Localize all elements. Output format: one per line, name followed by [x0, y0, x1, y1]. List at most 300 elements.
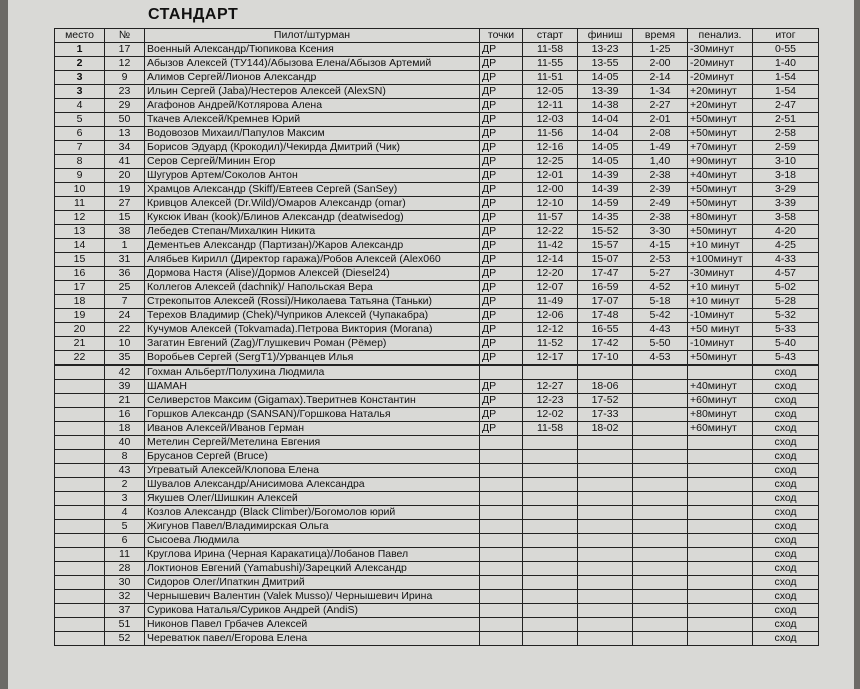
cell-crew: ШАМАН	[145, 380, 480, 394]
cell-time: 1-34	[633, 85, 688, 99]
cell-penalty: +50минут	[688, 127, 753, 141]
table-row	[55, 295, 819, 309]
cell-penalty: +60минут	[688, 422, 753, 436]
cell-points: ДР	[480, 323, 523, 337]
cell-time	[633, 380, 688, 394]
cell-number: 5	[105, 520, 145, 534]
cell-points: ДР	[480, 169, 523, 183]
col-header-finish: финиш	[578, 29, 633, 43]
cell-points: ДР	[480, 99, 523, 113]
cell-penalty: +80минут	[688, 211, 753, 225]
cell-total: 2-51	[753, 113, 819, 127]
table-row	[55, 281, 819, 295]
cell-start: 12-05	[523, 85, 578, 99]
cell-penalty: +100минут	[688, 253, 753, 267]
cell-place	[55, 365, 105, 380]
cell-finish: 13-39	[578, 85, 633, 99]
cell-crew: Борисов Эдуард (Крокодил)/Чекирда Дмитрий (Чик)	[145, 141, 480, 155]
cell-crew: Якушев Олег/Шишкин Алексей	[145, 492, 480, 506]
cell-start	[523, 590, 578, 604]
cell-start: 12-00	[523, 183, 578, 197]
table-row	[55, 408, 819, 422]
cell-crew: Алябьев Кирилл (Директор гаража)/Робов Алексей (Alex060	[145, 253, 480, 267]
cell-finish: 17-07	[578, 295, 633, 309]
cell-crew: Сурикова Наталья/Суриков Андрей (AndiS)	[145, 604, 480, 618]
cell-place	[55, 562, 105, 576]
col-header-time: время	[633, 29, 688, 43]
page-title: СТАНДАРТ	[148, 6, 239, 23]
cell-total: 3-39	[753, 197, 819, 211]
cell-number: 34	[105, 141, 145, 155]
cell-time	[633, 506, 688, 520]
cell-total: 4-57	[753, 267, 819, 281]
table-row	[55, 113, 819, 127]
cell-penalty: +50минут	[688, 225, 753, 239]
cell-number: 4	[105, 506, 145, 520]
cell-number: 27	[105, 197, 145, 211]
cell-number: 22	[105, 323, 145, 337]
cell-penalty: +50минут	[688, 113, 753, 127]
table-row	[55, 380, 819, 394]
cell-start	[523, 604, 578, 618]
cell-crew: Куксюк Иван (kook)/Блинов Александр (deatwisedog)	[145, 211, 480, 225]
cell-total: сход	[753, 562, 819, 576]
cell-total: сход	[753, 632, 819, 646]
cell-total: 2-58	[753, 127, 819, 141]
table-row	[55, 253, 819, 267]
cell-points: ДР	[480, 155, 523, 169]
cell-place: 2	[55, 57, 105, 71]
cell-crew: Храмцов Александр (Skiff)/Евтеев Сергей (SanSey)	[145, 183, 480, 197]
cell-crew: Круглова Ирина (Черная Каракатица)/Лобанов Павел	[145, 548, 480, 562]
cell-place: 17	[55, 281, 105, 295]
table-row	[55, 562, 819, 576]
cell-number: 28	[105, 562, 145, 576]
cell-time	[633, 632, 688, 646]
cell-penalty	[688, 590, 753, 604]
cell-points: ДР	[480, 113, 523, 127]
cell-finish: 14-05	[578, 71, 633, 85]
cell-place: 14	[55, 239, 105, 253]
cell-number: 15	[105, 211, 145, 225]
col-header-start: старт	[523, 29, 578, 43]
cell-points: ДР	[480, 253, 523, 267]
table-row	[55, 394, 819, 408]
cell-penalty: +70минут	[688, 141, 753, 155]
cell-time: 5-18	[633, 295, 688, 309]
cell-finish: 14-38	[578, 99, 633, 113]
cell-place: 3	[55, 85, 105, 99]
cell-place	[55, 492, 105, 506]
table-row	[55, 337, 819, 351]
cell-time	[633, 478, 688, 492]
cell-penalty: -30минут	[688, 43, 753, 57]
cell-points: ДР	[480, 337, 523, 351]
cell-start	[523, 450, 578, 464]
cell-place: 10	[55, 183, 105, 197]
cell-place: 20	[55, 323, 105, 337]
cell-finish: 14-05	[578, 141, 633, 155]
cell-total: сход	[753, 590, 819, 604]
cell-start: 12-25	[523, 155, 578, 169]
cell-total: 3-29	[753, 183, 819, 197]
cell-crew: Военный Александр/Тюпикова Ксения	[145, 43, 480, 57]
cell-crew: Череватюк павел/Егорова Елена	[145, 632, 480, 646]
cell-time: 1-49	[633, 141, 688, 155]
cell-place	[55, 618, 105, 632]
cell-place	[55, 478, 105, 492]
cell-penalty	[688, 618, 753, 632]
cell-crew: Селиверстов Максим (Gigamax).Тверитнев Константин	[145, 394, 480, 408]
cell-number: 40	[105, 436, 145, 450]
cell-time: 1,40	[633, 155, 688, 169]
cell-finish	[578, 464, 633, 478]
cell-number: 8	[105, 450, 145, 464]
table-row	[55, 351, 819, 366]
table-row	[55, 520, 819, 534]
cell-start: 11-51	[523, 71, 578, 85]
cell-finish: 14-59	[578, 197, 633, 211]
cell-finish: 15-52	[578, 225, 633, 239]
cell-total: сход	[753, 464, 819, 478]
cell-penalty	[688, 478, 753, 492]
cell-points	[480, 576, 523, 590]
cell-start: 12-01	[523, 169, 578, 183]
cell-place: 21	[55, 337, 105, 351]
cell-crew: Ткачев Алексей/Кремнев Юрий	[145, 113, 480, 127]
table-row	[55, 632, 819, 646]
cell-total: сход	[753, 478, 819, 492]
cell-penalty: +60минут	[688, 394, 753, 408]
cell-points	[480, 450, 523, 464]
cell-penalty	[688, 464, 753, 478]
cell-start	[523, 492, 578, 506]
cell-total: сход	[753, 422, 819, 436]
cell-penalty	[688, 534, 753, 548]
cell-finish: 14-39	[578, 183, 633, 197]
cell-total: сход	[753, 548, 819, 562]
cell-number: 52	[105, 632, 145, 646]
cell-crew: Абызов Алексей (ТУ144)/Абызова Елена/Абызов Артемий	[145, 57, 480, 71]
table-row	[55, 169, 819, 183]
cell-place	[55, 380, 105, 394]
cell-penalty: +10 минут	[688, 295, 753, 309]
cell-points: ДР	[480, 351, 523, 366]
cell-place	[55, 576, 105, 590]
cell-finish: 18-02	[578, 422, 633, 436]
cell-penalty: +50 минут	[688, 323, 753, 337]
cell-crew: Шувалов Александр/Анисимова Александра	[145, 478, 480, 492]
cell-total: 4-20	[753, 225, 819, 239]
cell-number: 30	[105, 576, 145, 590]
table-row	[55, 43, 819, 57]
cell-number: 11	[105, 548, 145, 562]
cell-penalty	[688, 562, 753, 576]
cell-points: ДР	[480, 309, 523, 323]
cell-time: 2-38	[633, 169, 688, 183]
cell-penalty: +10 минут	[688, 239, 753, 253]
cell-place	[55, 436, 105, 450]
cell-points: ДР	[480, 295, 523, 309]
cell-total: сход	[753, 506, 819, 520]
table-row	[55, 422, 819, 436]
cell-time	[633, 618, 688, 632]
cell-time: 4-43	[633, 323, 688, 337]
cell-points: ДР	[480, 394, 523, 408]
cell-penalty: -10минут	[688, 337, 753, 351]
table-row	[55, 492, 819, 506]
cell-crew: Брусанов Сергей (Bruce)	[145, 450, 480, 464]
cell-place	[55, 506, 105, 520]
cell-penalty: +20минут	[688, 99, 753, 113]
table-row	[55, 211, 819, 225]
cell-start: 12-12	[523, 323, 578, 337]
cell-number: 43	[105, 464, 145, 478]
cell-finish	[578, 548, 633, 562]
cell-time: 1-25	[633, 43, 688, 57]
cell-total: сход	[753, 618, 819, 632]
cell-finish	[578, 562, 633, 576]
cell-penalty: -20минут	[688, 57, 753, 71]
cell-crew: Алимов Сергей/Лионов Александр	[145, 71, 480, 85]
cell-place	[55, 450, 105, 464]
cell-penalty	[688, 436, 753, 450]
cell-number: 42	[105, 365, 145, 380]
cell-time: 5-42	[633, 309, 688, 323]
cell-number: 21	[105, 394, 145, 408]
cell-points	[480, 365, 523, 380]
cell-points: ДР	[480, 380, 523, 394]
cell-finish: 17-10	[578, 351, 633, 366]
cell-place: 16	[55, 267, 105, 281]
table-row	[55, 127, 819, 141]
cell-total: 5-28	[753, 295, 819, 309]
cell-place	[55, 408, 105, 422]
cell-crew: Шугуров Артем/Соколов Антон	[145, 169, 480, 183]
cell-penalty	[688, 365, 753, 380]
cell-start: 11-49	[523, 295, 578, 309]
cell-time: 2-39	[633, 183, 688, 197]
cell-points	[480, 548, 523, 562]
cell-points: ДР	[480, 408, 523, 422]
cell-start: 12-27	[523, 380, 578, 394]
cell-total: 1-40	[753, 57, 819, 71]
cell-start: 12-11	[523, 99, 578, 113]
cell-crew: Локтионов Евгений (Yamabushi)/Зарецкий Александр	[145, 562, 480, 576]
cell-finish: 15-57	[578, 239, 633, 253]
cell-start: 11-57	[523, 211, 578, 225]
table-row	[55, 576, 819, 590]
cell-time	[633, 562, 688, 576]
cell-penalty: +20минут	[688, 85, 753, 99]
cell-finish	[578, 478, 633, 492]
header-row	[55, 29, 819, 43]
cell-number: 20	[105, 169, 145, 183]
cell-penalty	[688, 520, 753, 534]
cell-number: 1	[105, 239, 145, 253]
cell-total: сход	[753, 436, 819, 450]
cell-points	[480, 632, 523, 646]
cell-number: 50	[105, 113, 145, 127]
cell-crew: Иванов Алексей/Иванов Герман	[145, 422, 480, 436]
cell-crew: Воробьев Сергей (SergT1)/Урванцев Илья	[145, 351, 480, 366]
table-row	[55, 71, 819, 85]
cell-finish: 14-39	[578, 169, 633, 183]
cell-crew: Серов Сергей/Минин Егор	[145, 155, 480, 169]
cell-crew: Терехов Владимир (Chek)/Чуприков Алексей (Чупакабра)	[145, 309, 480, 323]
cell-points: ДР	[480, 239, 523, 253]
cell-total: сход	[753, 450, 819, 464]
cell-total: 5-40	[753, 337, 819, 351]
cell-place: 5	[55, 113, 105, 127]
cell-crew: Лебедев Степан/Михалкин Никита	[145, 225, 480, 239]
cell-penalty: -20минут	[688, 71, 753, 85]
cell-penalty: +40минут	[688, 380, 753, 394]
cell-finish: 17-52	[578, 394, 633, 408]
table-row	[55, 197, 819, 211]
cell-penalty	[688, 506, 753, 520]
cell-start	[523, 562, 578, 576]
cell-total: сход	[753, 492, 819, 506]
cell-penalty: +80минут	[688, 408, 753, 422]
table-row	[55, 183, 819, 197]
table-row	[55, 548, 819, 562]
cell-start	[523, 464, 578, 478]
cell-penalty: -10минут	[688, 309, 753, 323]
cell-finish: 16-59	[578, 281, 633, 295]
cell-finish	[578, 520, 633, 534]
cell-total: 0-55	[753, 43, 819, 57]
cell-penalty	[688, 492, 753, 506]
cell-start	[523, 365, 578, 380]
cell-place: 15	[55, 253, 105, 267]
cell-time	[633, 590, 688, 604]
cell-crew: Гохман Альберт/Полухина Людмила	[145, 365, 480, 380]
cell-points: ДР	[480, 43, 523, 57]
cell-crew: Коллегов Алексей (dachnik)/ Напольская Вера	[145, 281, 480, 295]
cell-time	[633, 548, 688, 562]
cell-finish: 17-33	[578, 408, 633, 422]
cell-penalty	[688, 548, 753, 562]
table-row	[55, 85, 819, 99]
cell-place	[55, 520, 105, 534]
table-row	[55, 57, 819, 71]
cell-place	[55, 604, 105, 618]
cell-time	[633, 492, 688, 506]
cell-number: 7	[105, 295, 145, 309]
cell-start: 11-56	[523, 127, 578, 141]
cell-time: 2-53	[633, 253, 688, 267]
table-row	[55, 618, 819, 632]
cell-place: 4	[55, 99, 105, 113]
cell-finish	[578, 506, 633, 520]
cell-finish: 15-07	[578, 253, 633, 267]
cell-time: 5-50	[633, 337, 688, 351]
cell-number: 19	[105, 183, 145, 197]
cell-crew: Чернышевич Валентин (Valek Musso)/ Чернышевич Ирина	[145, 590, 480, 604]
cell-total: 3-58	[753, 211, 819, 225]
cell-number: 10	[105, 337, 145, 351]
cell-number: 38	[105, 225, 145, 239]
cell-finish: 14-04	[578, 127, 633, 141]
cell-time	[633, 604, 688, 618]
cell-points: ДР	[480, 85, 523, 99]
cell-points: ДР	[480, 57, 523, 71]
cell-time	[633, 365, 688, 380]
cell-start: 12-07	[523, 281, 578, 295]
cell-start	[523, 506, 578, 520]
cell-crew: Жигунов Павел/Владимирская Ольга	[145, 520, 480, 534]
cell-number: 3	[105, 492, 145, 506]
cell-points: ДР	[480, 127, 523, 141]
cell-start	[523, 436, 578, 450]
cell-time	[633, 450, 688, 464]
cell-crew: Угреватый Алексей/Клопова Елена	[145, 464, 480, 478]
cell-start: 12-23	[523, 394, 578, 408]
cell-total: сход	[753, 534, 819, 548]
col-header-number: №	[105, 29, 145, 43]
cell-crew: Кривцов Алексей (Dr.Wild)/Омаров Александр (omar)	[145, 197, 480, 211]
cell-crew: Ильин Сергей (Jaba)/Нестеров Алексей (AlexSN)	[145, 85, 480, 99]
cell-penalty	[688, 576, 753, 590]
cell-penalty: +90минут	[688, 155, 753, 169]
cell-time	[633, 408, 688, 422]
table-row	[55, 155, 819, 169]
cell-number: 6	[105, 534, 145, 548]
cell-start: 12-02	[523, 408, 578, 422]
table-row	[55, 309, 819, 323]
cell-penalty: -30минут	[688, 267, 753, 281]
cell-finish: 18-06	[578, 380, 633, 394]
cell-finish: 17-42	[578, 337, 633, 351]
cell-time: 2-08	[633, 127, 688, 141]
cell-place	[55, 394, 105, 408]
cell-start: 12-10	[523, 197, 578, 211]
cell-number: 17	[105, 43, 145, 57]
cell-total: 2-59	[753, 141, 819, 155]
cell-finish	[578, 618, 633, 632]
cell-penalty: +50минут	[688, 197, 753, 211]
cell-finish: 14-05	[578, 155, 633, 169]
cell-place: 1	[55, 43, 105, 57]
cell-crew: Козлов Александр (Black Climber)/Богомолов юрий	[145, 506, 480, 520]
results-sheet	[8, 0, 854, 689]
cell-start: 12-20	[523, 267, 578, 281]
cell-place: 7	[55, 141, 105, 155]
cell-time: 2-38	[633, 211, 688, 225]
cell-start	[523, 618, 578, 632]
cell-crew: Метелин Сергей/Метелина Евгения	[145, 436, 480, 450]
cell-start: 11-58	[523, 43, 578, 57]
cell-penalty	[688, 450, 753, 464]
cell-points: ДР	[480, 197, 523, 211]
cell-total: 3-10	[753, 155, 819, 169]
cell-number: 31	[105, 253, 145, 267]
cell-points: ДР	[480, 225, 523, 239]
cell-place	[55, 590, 105, 604]
cell-number: 39	[105, 380, 145, 394]
cell-total: 4-33	[753, 253, 819, 267]
cell-number: 32	[105, 590, 145, 604]
cell-points	[480, 492, 523, 506]
cell-points: ДР	[480, 183, 523, 197]
cell-finish: 14-04	[578, 113, 633, 127]
cell-start	[523, 478, 578, 492]
cell-finish: 17-48	[578, 309, 633, 323]
table-row	[55, 464, 819, 478]
cell-total: сход	[753, 520, 819, 534]
cell-penalty: +10 минут	[688, 281, 753, 295]
